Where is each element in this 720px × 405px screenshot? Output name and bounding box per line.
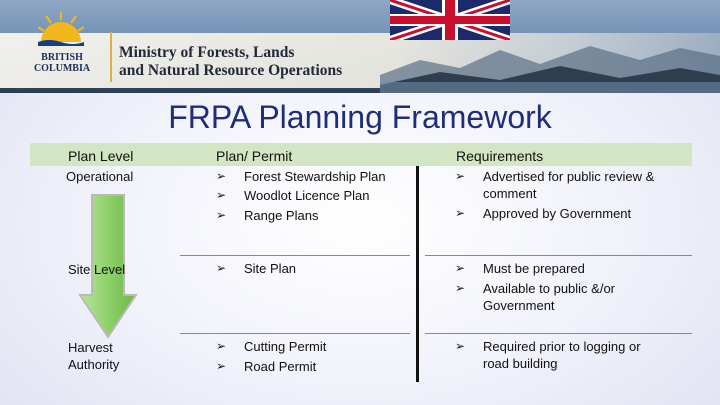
bc-flag-image <box>390 0 510 40</box>
row-divider <box>425 255 692 256</box>
bc-logo-text <box>32 52 92 74</box>
ministry-name <box>119 44 419 80</box>
bullet-arrow-icon: ➢ <box>455 206 466 220</box>
logo-text-line2: COLUMBIA <box>33 63 91 74</box>
bullet-arrow-icon: ➢ <box>216 359 227 373</box>
sun-icon <box>38 12 84 46</box>
header-plan-permit: Plan/ Permit <box>216 148 293 164</box>
bc-government-logo <box>20 10 104 80</box>
banner-divider <box>110 32 112 82</box>
row-divider <box>425 333 692 334</box>
logo-text-line1: BRITISH <box>41 52 83 63</box>
bullet-arrow-icon: ➢ <box>455 339 466 353</box>
header-requirements: Requirements <box>456 148 544 164</box>
bullet-arrow-icon: ➢ <box>455 169 466 183</box>
header-banner <box>0 0 720 93</box>
slide-title: FRPA Planning Framework <box>168 99 552 135</box>
bullet-arrow-icon: ➢ <box>216 188 227 202</box>
row-site-level: Site Level <box>68 262 126 277</box>
bullet-arrow-icon: ➢ <box>216 261 227 275</box>
bullet-arrow-icon: ➢ <box>216 169 227 183</box>
row-divider <box>180 255 410 256</box>
bullet-arrow-icon: ➢ <box>455 281 466 295</box>
row-harvest-authority-level: Harvest Authority <box>68 340 120 372</box>
row-operational-level: Operational <box>66 169 134 184</box>
row-divider <box>180 333 410 334</box>
bullet-arrow-icon: ➢ <box>455 261 466 275</box>
ministry-line2: and Natural Resource Operations <box>119 62 343 79</box>
bullet-arrow-icon: ➢ <box>216 339 227 353</box>
column-divider <box>416 166 419 382</box>
ministry-line1: Ministry of Forests, Lands <box>119 44 295 61</box>
header-plan-level: Plan Level <box>68 148 134 164</box>
bullet-arrow-icon: ➢ <box>216 208 227 222</box>
